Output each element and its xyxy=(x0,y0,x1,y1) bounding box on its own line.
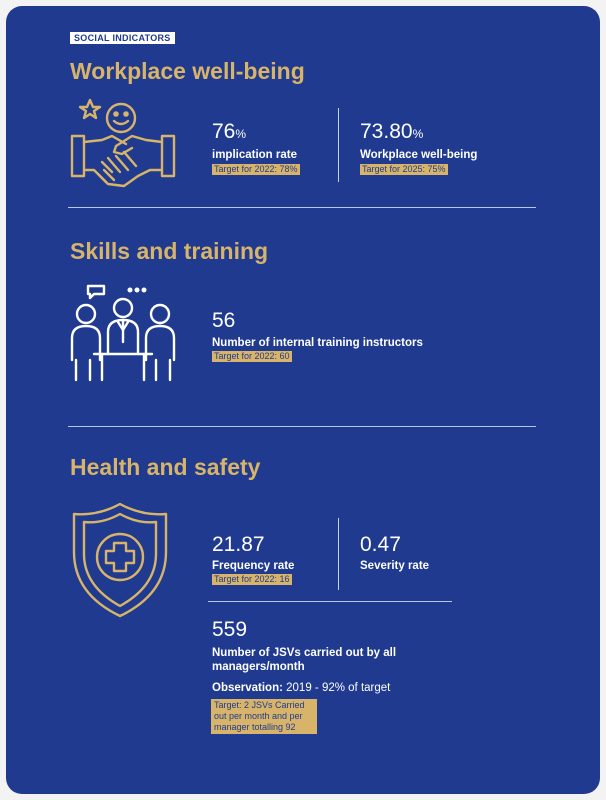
indicators-card xyxy=(6,6,600,794)
shield-cross-icon xyxy=(70,502,170,623)
skills-title: Skills and training xyxy=(70,238,269,264)
instructors-target: Target for 2022: 60 xyxy=(214,351,290,361)
wellbeing-label: Workplace well-being xyxy=(360,149,478,161)
implication-rate-target: Target for 2022: 78% xyxy=(214,164,298,174)
implication-rate-unit: % xyxy=(235,127,247,141)
instructors-value: 56 xyxy=(212,309,236,332)
jsv-observation xyxy=(212,682,390,694)
wellbeing-number: 73.80 xyxy=(360,120,413,143)
jsv-target-line: out per month and per xyxy=(214,711,303,721)
implication-rate-value xyxy=(212,120,246,144)
handshake-icon xyxy=(68,100,178,203)
wellbeing-unit: % xyxy=(412,127,424,141)
frequency-rate-value: 21.87 xyxy=(212,533,265,556)
health-title: Health and safety xyxy=(70,454,261,480)
divider-vertical xyxy=(338,518,339,590)
instructors-label: Number of internal training instructors xyxy=(212,337,423,349)
jsv-target xyxy=(211,699,317,734)
jsv-target-line: manager totalling 92 xyxy=(214,722,296,732)
observation-label: Observation: xyxy=(212,682,283,694)
jsv-label-line2: managers/month xyxy=(212,661,305,673)
wellbeing-title: Workplace well-being xyxy=(70,58,305,84)
observation-text: 2019 - 92% of target xyxy=(286,682,391,694)
implication-rate-number: 76 xyxy=(212,120,236,143)
team-meeting-icon xyxy=(68,284,178,389)
severity-rate-label: Severity rate xyxy=(360,560,430,572)
frequency-rate-label: Frequency rate xyxy=(212,560,295,572)
section-divider xyxy=(68,207,536,208)
jsv-value: 559 xyxy=(212,618,248,641)
implication-rate-label: implication rate xyxy=(212,149,297,161)
section-divider xyxy=(68,426,536,427)
divider-vertical xyxy=(338,108,339,182)
severity-rate-value: 0.47 xyxy=(360,533,401,556)
jsv-label-line1: Number of JSVs carried out by all xyxy=(212,647,397,659)
subsection-divider xyxy=(208,601,452,602)
section-tag: SOCIAL INDICATORS xyxy=(70,32,175,44)
jsv-target-line: Target: 2 JSVs Carried xyxy=(214,700,305,710)
wellbeing-value xyxy=(360,120,423,144)
frequency-rate-target: Target for 2022: 16 xyxy=(214,574,290,584)
wellbeing-target: Target for 2025: 75% xyxy=(362,164,446,174)
